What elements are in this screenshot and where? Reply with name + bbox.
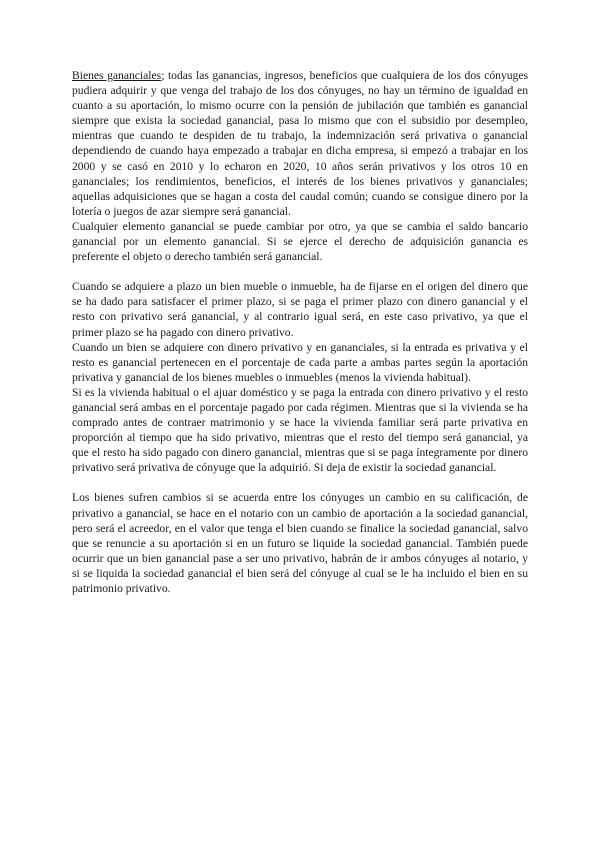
paragraph-2: Cualquier elemento ganancial se puede cambiar por otro, ya que se cambia el saldo bancario ganancial por un elemento ganancial. Si se ejerce el derecho de adquisición ganancia es preferente el objeto o derecho también será ganancial. (72, 219, 528, 264)
paragraph-5: Si es la vivienda habitual o el ajuar doméstico y se paga la entrada con dinero privativo y el resto ganancial será ambas en el porcentaje pagado por cada régimen. Mientras que si la vivienda se ha comprado antes de contraer matrimonio y se hace la vivienda familiar será parte privativa en proporción al tiempo que ha sido privativo, mientras que el resto del tiempo será ganancial, ya que el resto ha sido pagado con dinero ganancial, mientras que si se paga íntegramente por dinero privativo será privativa de cónyuge que la adquirió. Si deja de existir la sociedad ganancial. (72, 385, 528, 475)
paragraph-gap (72, 264, 528, 279)
paragraph-1-body: ; todas las ganancias, ingresos, beneficios que cualquiera de los dos cónyuges pudiera adquirir y que venga del trabajo de los dos cónyuges, no hay un término de igualdad en cuanto a su aportación, lo mismo ocurre con la pensión de jubilación que también es ganancial siempre que exista la sociedad ganancial, pasa lo mismo que con el subsidio por desempleo, mientras que cuando te despiden de tu trabajo, la indemnización será privativa o ganancial dependiendo de cuando haya empezado a trabajar en dicha empresa, si empezó a trabajar en los 2000 y se casó en 2010 y lo echaron en 2020, 10 años serán privativos y los otros 10 en gananciales; los rendimientos, beneficios, el interés de los bienes privativos y gananciales; aquellas adquisiciones que se hagan a costa del caudal común; cuando se consigue dinero por la lotería o juegos de azar siempre será ganancial. (72, 69, 528, 218)
term-bienes-gananciales: Bienes gananciales (72, 69, 162, 82)
paragraph-4: Cuando un bien se adquiere con dinero privativo y en gananciales, si la entrada es privativa y el resto es ganancial pertenecen en el porcentaje de cada parte a ambas partes según la aportación privativa y ganancial de los bienes muebles o inmuebles (menos la vivienda habitual). (72, 340, 528, 384)
document-page (72, 68, 528, 596)
paragraph-gap (72, 475, 528, 490)
paragraph-6: Los bienes sufren cambios si se acuerda entre los cónyuges un cambio en su calificación, de privativo a ganancial, se hace en el notario con un cambio de aportación a la sociedad ganancial, pero será el acreedor, en el valor que tenga el bien cuando se finalice la sociedad ganancial, salvo que se renuncie a su aportación si en un futuro se liquide la sociedad ganancial. También puede ocurrir que un bien ganancial pase a ser uno privativo, habrán de ir ambos cónyuges al notario, y si se liquida la sociedad ganancial el bien será del cónyuge al cual se le ha incluido el bien en su patrimonio privativo. (72, 491, 528, 595)
paragraph-1 (72, 68, 528, 219)
paragraph-3: Cuando se adquiere a plazo un bien mueble o inmueble, ha de fijarse en el origen del dinero que se ha dado para satisfacer el primer plazo, si se paga el primer plazo con dinero ganancial y el resto con privativo será ganancial, y al contrario igual será, en este caso privativo, ya que el primer plazo se ha pagado con dinero privativo. (72, 280, 528, 339)
